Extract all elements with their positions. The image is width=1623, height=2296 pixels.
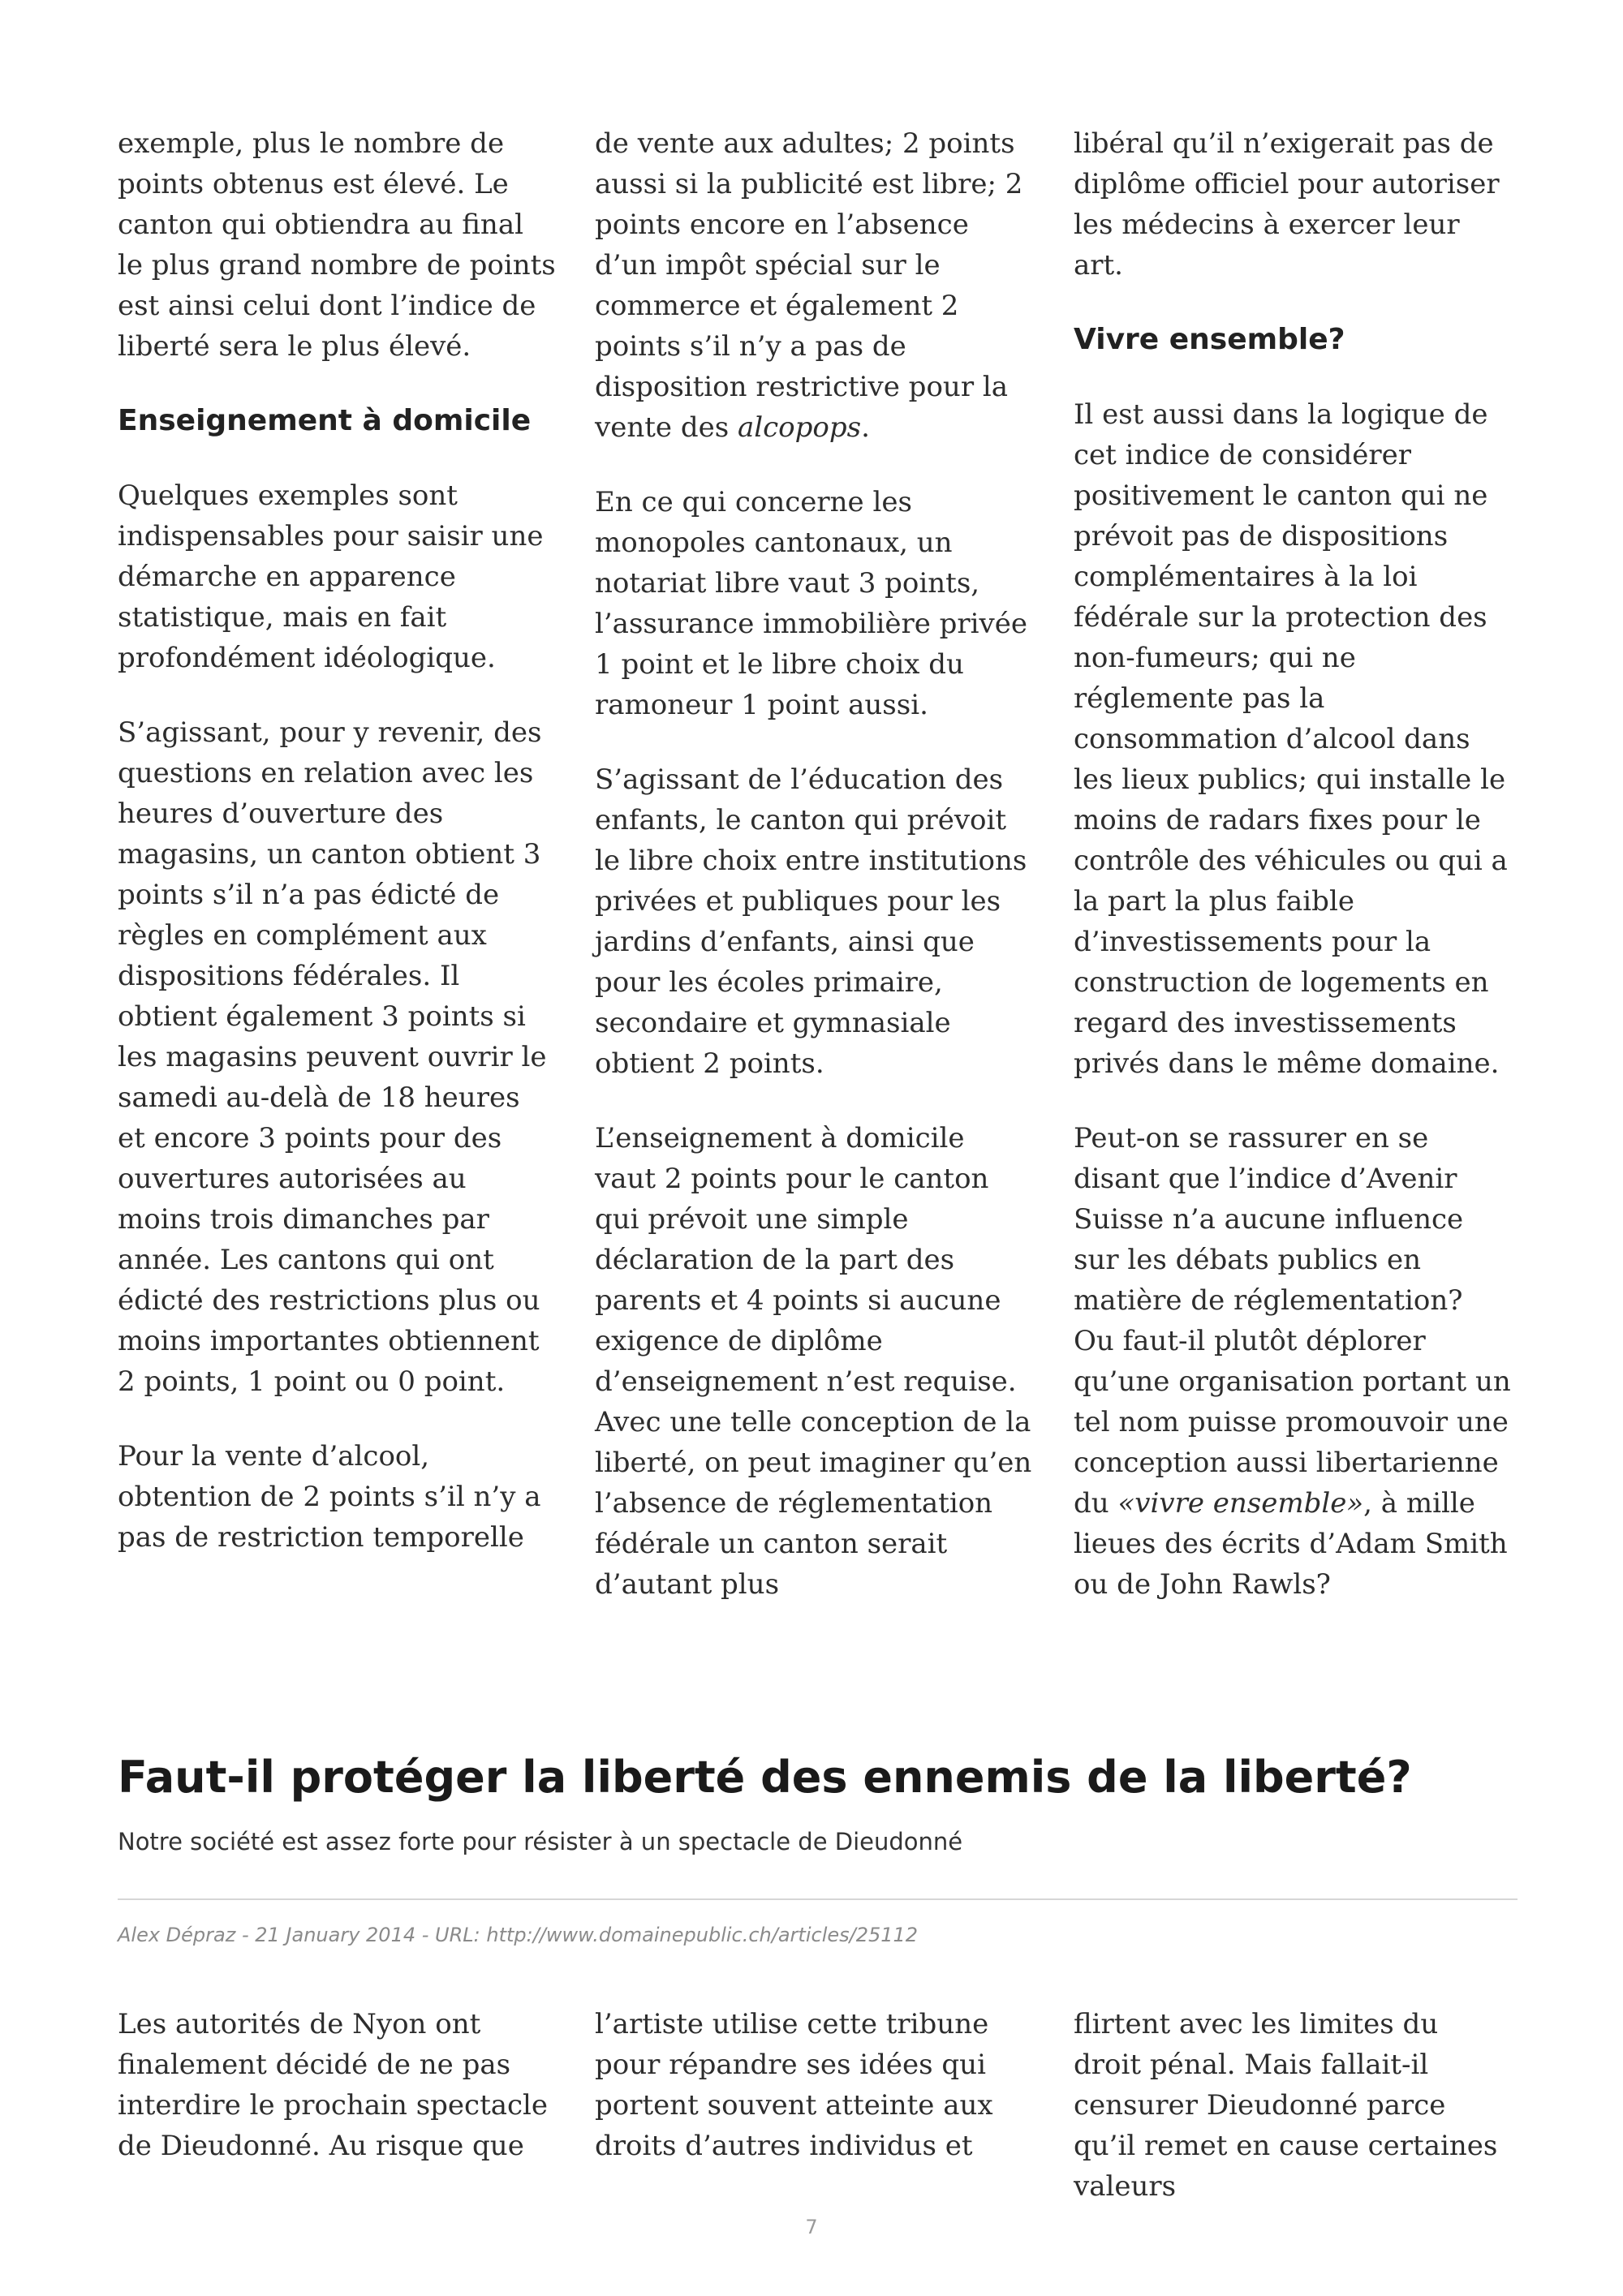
paragraph-text-end: . xyxy=(861,411,870,444)
paragraph: l’artiste utilise cette tribune pour répandre ses idées qui portent souvent atteinte aux droits d’autres individus et xyxy=(595,2008,993,2162)
paragraph: Il est aussi dans la logique de cet indice de considérer positivement le canton qui ne prévoit pas de dispositions complémentaires à la loi fédérale sur la protection des non-fumeurs; qui ne réglemente pas la consommation d’alcool dans les lieux publics; qui installe le moins de radars fixes pour le contrôle des véhicules ou qui a la part la plus faible d’investissements pour la construction de logements en regard des investissements privés dans le même domaine. xyxy=(1074,398,1508,1080)
paragraph: S’agissant, pour y revenir, des questions en relation avec les heures d’ouverture des magasins, un canton obtient 3 points s’il n’a pas édicté de règles en complément aux dispositions fédérales. Il obtient également 3 points si les magasins peuvent ouvrir le samedi au-delà de 18 heures et encore 3 points pour des ouvertures autorisées au moins trois dimanches par année. Les cantons qui ont édicté des restrictions plus ou moins importantes obtiennent 2 points, 1 point ou 0 point. xyxy=(118,716,547,1398)
paragraph-text: Peut-on se rassurer en se disant que l’indice d’Avenir Suisse n’a aucune influence sur les débats publics en matière de réglementation? Ou faut-il plutôt déplorer qu’une organisation portant un tel nom puisse promouvoir une conception aussi libertarienne du xyxy=(1074,1122,1511,1520)
page-number: 7 xyxy=(805,2216,818,2238)
section-heading: Vivre ensemble? xyxy=(1074,323,1345,356)
article1-column-2 xyxy=(595,123,1033,1639)
paragraph: Quelques exemples sont indispensables pour saisir une démarche en apparence statistique, mais en fait profondément idéologique. xyxy=(118,479,544,674)
paragraph: libéral qu’il n’exigerait pas de diplôme officiel pour autoriser les médecins à exercer leur art. xyxy=(1074,127,1500,282)
article2-column-2 xyxy=(595,2004,1033,2200)
paragraph: exemple, plus le nombre de points obtenus est élevé. Le canton qui obtiendra au final le plus grand nombre de points est ainsi celui dont l’indice de liberté sera le plus élevé. xyxy=(118,127,556,363)
paragraph: Les autorités de Nyon ont finalement décidé de ne pas interdire le prochain spectacle de Dieudonné. Au risque que xyxy=(118,2008,549,2162)
article2-column-3 xyxy=(1074,2004,1512,2241)
paragraph-text: de vente aux adultes; 2 points aussi si la publicité est libre; 2 points encore en l’absence d’un impôt spécial sur le commerce et également 2 points s’il n’y a pas de disposition restrictive pour la vente des xyxy=(595,127,1023,444)
divider xyxy=(118,1898,1518,1900)
emphasis-text: «vivre ensemble» xyxy=(1117,1487,1364,1520)
paragraph: En ce qui concerne les monopoles cantonaux, un notariat libre vaut 3 points, l’assurance immobilière privée 1 point et le libre choix du ramoneur 1 point aussi. xyxy=(595,486,1027,721)
emphasis-text: alcopops xyxy=(737,411,862,444)
article2-column-1 xyxy=(118,2004,556,2200)
paragraph xyxy=(595,123,1033,448)
paragraph xyxy=(1074,1118,1512,1605)
section-heading: Enseignement à domicile xyxy=(118,404,532,437)
paragraph: L’enseignement à domicile vaut 2 points pour le canton qui prévoit une simple déclaration de la part des parents et 4 points si aucune exigence de diplôme d’enseignement n’est requise. Avec une telle conception de la liberté, on peut imaginer qu’en l’absence de réglementation fédérale un canton serait d’autant plus xyxy=(595,1122,1032,1601)
paragraph: flirtent avec les limites du droit pénal. Mais fallait-il censurer Dieudonné parce qu’il remet en cause certaines valeurs xyxy=(1074,2008,1498,2203)
paragraph: Pour la vente d’alcool, obtention de 2 points s’il n’y a pas de restriction temporelle xyxy=(118,1440,541,1554)
article-subtitle: Notre société est assez forte pour résister à un spectacle de Dieudonné xyxy=(118,1828,963,1855)
article1-column-3 xyxy=(1074,123,1512,1639)
paragraph-text-end: , à mille lieues des écrits d’Adam Smith ou de John Rawls? xyxy=(1074,1487,1508,1601)
paragraph: S’agissant de l’éducation des enfants, le canton qui prévoit le libre choix entre institutions privées et publiques pour les jardins d’enfants, ainsi que pour les écoles primaire, secondaire et gymnasiale obtient 2 points. xyxy=(595,763,1027,1080)
article-meta: Alex Dépraz - 21 January 2014 - URL: http://www.domainepublic.ch/articles/25112 xyxy=(118,1924,919,1946)
article-title: Faut-il protéger la liberté des ennemis de la liberté? xyxy=(118,1752,1412,1803)
article1-column-1 xyxy=(118,123,556,1592)
